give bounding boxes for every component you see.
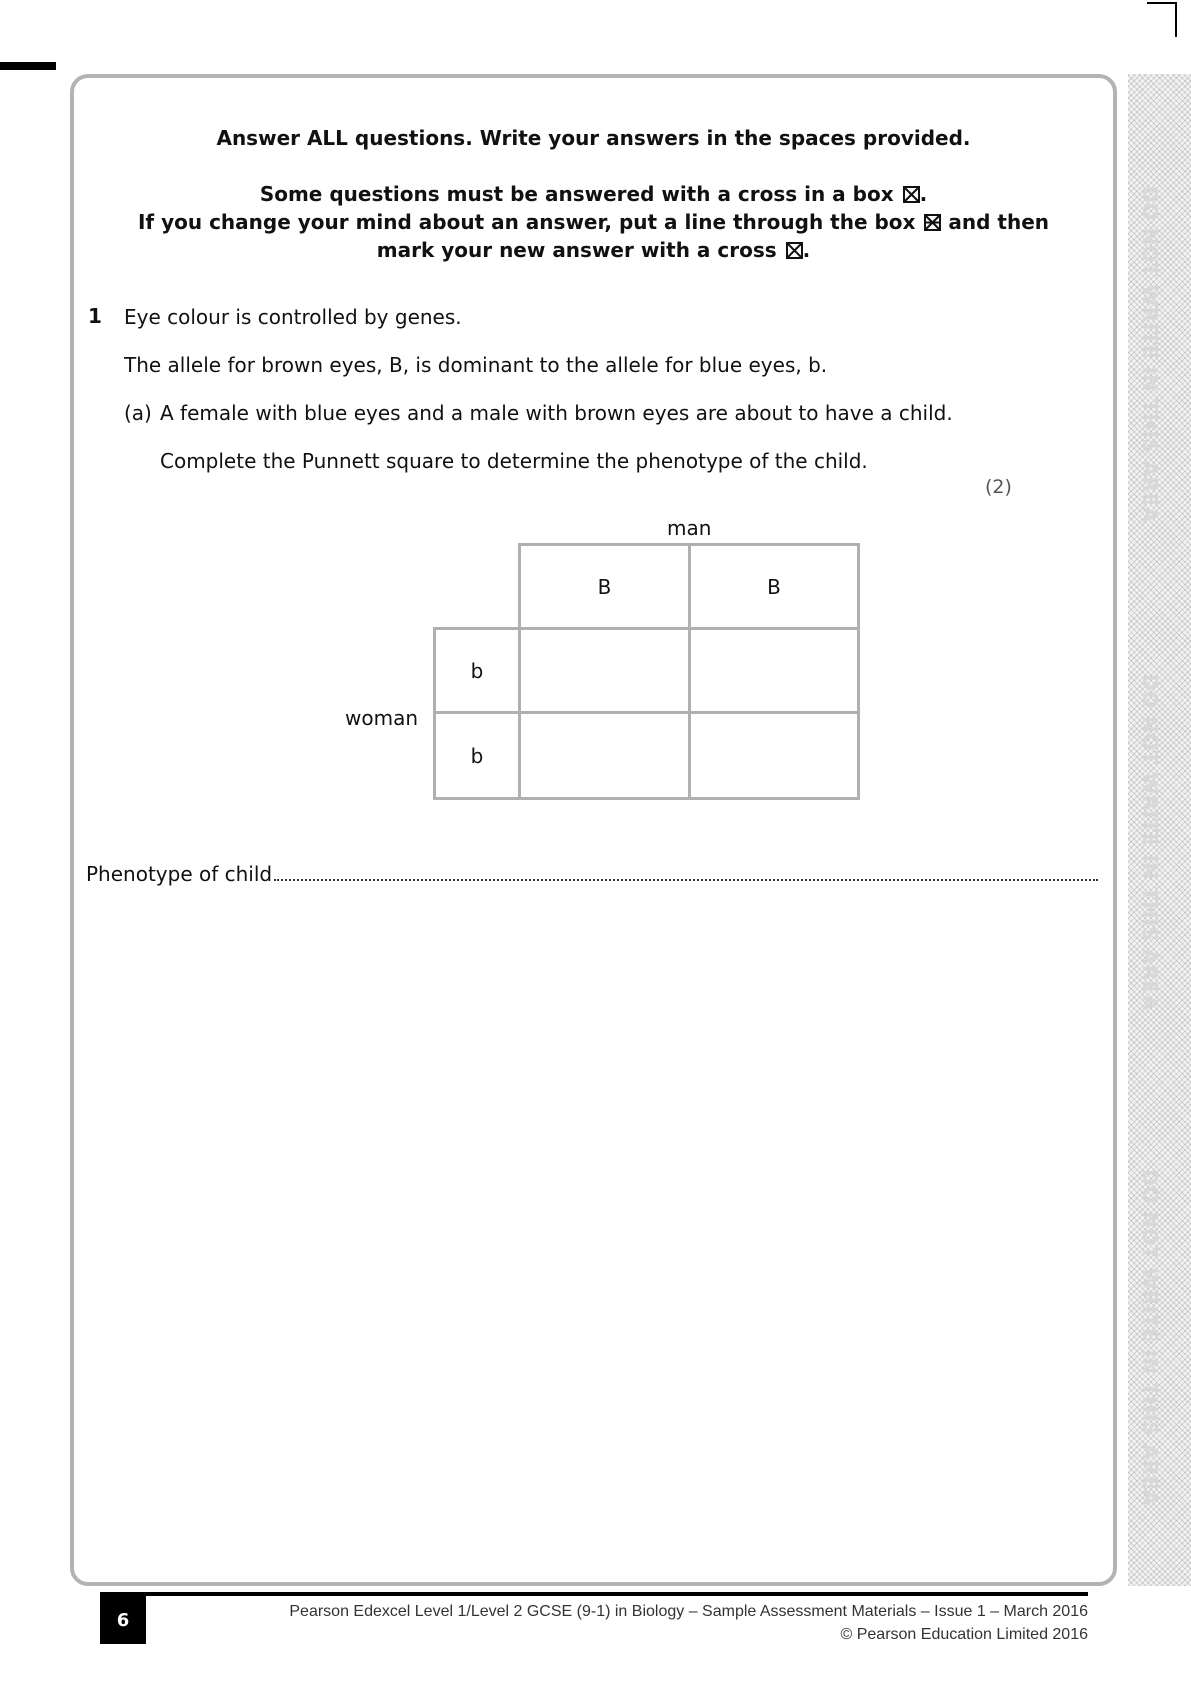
question-stem: Eye colour is controlled by genes. [124, 305, 462, 329]
footer-rule [100, 1592, 1088, 1596]
part-a-label: (a) [124, 401, 152, 425]
punnett-answer-cell[interactable] [518, 627, 691, 714]
struck-box-icon [924, 214, 941, 231]
margin-hatch-area [1128, 74, 1191, 1586]
crossed-box-icon [903, 186, 920, 203]
row-parent-label: woman [345, 706, 419, 730]
instruction-line: Some questions must be answered with a cross in a box . [259, 182, 928, 206]
margin-warning: DO NOT WRITE IN THIS AREA [1138, 186, 1162, 523]
phenotype-label: Phenotype of child [86, 862, 273, 886]
punnett-answer-cell[interactable] [518, 711, 691, 800]
marks-allocation: (2) [985, 476, 1012, 498]
column-allele-cell: B [518, 543, 691, 630]
row-allele-cell: b [433, 711, 521, 800]
margin-warning: DO NOT WRITE IN THIS AREA [1138, 674, 1162, 1011]
registration-bar [0, 62, 56, 70]
instruction-line: Answer ALL questions. Write your answers in the spaces provided. [216, 126, 971, 150]
phenotype-answer-line[interactable] [86, 862, 1098, 886]
punnett-answer-cell[interactable] [688, 627, 860, 714]
answer-frame [70, 74, 1117, 1586]
margin-warning: DO NOT WRITE IN THIS AREA [1138, 1169, 1162, 1506]
question-number: 1 [88, 304, 102, 328]
allele-sentence: The allele for brown eyes, B, is dominant to the allele for blue eyes, b. [124, 353, 828, 377]
page-number: 6 [100, 1596, 146, 1644]
instruction-line: mark your new answer with a cross . [376, 238, 811, 262]
crop-corner-mark [1147, 2, 1177, 37]
row-allele-cell: b [433, 627, 521, 714]
instruction-line: If you change your mind about an answer, put a line through the box and then [137, 210, 1049, 234]
footer-copyright: © Pearson Education Limited 2016 [840, 1626, 1088, 1643]
footer-text [289, 1600, 1088, 1646]
punnett-answer-cell[interactable] [688, 711, 860, 800]
answer-dotted-line[interactable] [274, 863, 1098, 881]
column-parent-label: man [667, 516, 712, 540]
footer-publication: Pearson Edexcel Level 1/Level 2 GCSE (9-1) in Biology – Sample Assessment Materials – Issue 1 – March 2016 [289, 1603, 1088, 1620]
crossed-box-icon [786, 242, 803, 259]
column-allele-cell: B [688, 543, 860, 630]
task-text: Complete the Punnett square to determine the phenotype of the child. [160, 449, 868, 473]
part-a-text: A female with blue eyes and a male with brown eyes are about to have a child. [160, 401, 953, 425]
